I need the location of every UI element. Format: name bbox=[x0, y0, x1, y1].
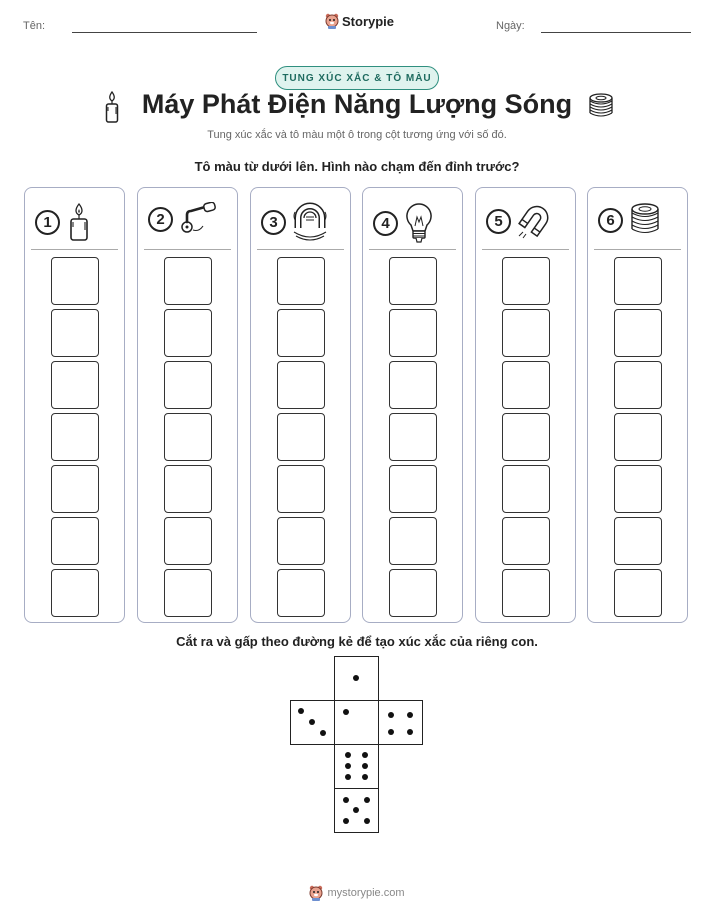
color-cell[interactable] bbox=[277, 257, 325, 305]
color-cell[interactable] bbox=[614, 309, 662, 357]
column-number: 5 bbox=[486, 209, 511, 234]
die-pip bbox=[362, 763, 368, 769]
column-divider bbox=[594, 249, 681, 250]
color-cell[interactable] bbox=[51, 569, 99, 617]
die-pip bbox=[362, 774, 368, 780]
color-cell[interactable] bbox=[502, 413, 550, 461]
column-divider bbox=[369, 249, 456, 250]
column-5 bbox=[475, 187, 576, 623]
die-pip bbox=[353, 675, 359, 681]
subtitle: Tung xúc xắc và tô màu một ô trong cột tương ứng với số đó. bbox=[207, 129, 507, 141]
color-cell[interactable] bbox=[164, 257, 212, 305]
color-cell[interactable] bbox=[51, 517, 99, 565]
name-line[interactable] bbox=[72, 32, 257, 33]
color-cell[interactable] bbox=[614, 413, 662, 461]
die-pip bbox=[343, 709, 349, 715]
color-cell[interactable] bbox=[164, 569, 212, 617]
activity-badge: TUNG XÚC XẮC & TÔ MÀU bbox=[275, 66, 439, 90]
color-cell[interactable] bbox=[614, 517, 662, 565]
horseshoe-magnet-icon bbox=[517, 202, 553, 240]
die-pip bbox=[388, 712, 394, 718]
color-cell[interactable] bbox=[51, 465, 99, 513]
color-cell[interactable] bbox=[51, 309, 99, 357]
column-divider bbox=[257, 249, 344, 250]
column-header bbox=[373, 202, 434, 244]
color-cell[interactable] bbox=[51, 257, 99, 305]
color-cell[interactable] bbox=[164, 309, 212, 357]
color-cell[interactable] bbox=[51, 413, 99, 461]
color-cell[interactable] bbox=[614, 257, 662, 305]
date-line[interactable] bbox=[541, 32, 691, 33]
die-face-top-1 bbox=[334, 656, 379, 701]
coloring-instruction: Tô màu từ dưới lên. Hình nào chạm đến đỉnh trước? bbox=[194, 159, 520, 174]
color-cell[interactable] bbox=[502, 465, 550, 513]
column-divider bbox=[31, 249, 118, 250]
copper-coil-icon bbox=[629, 202, 661, 238]
column-header bbox=[261, 202, 328, 242]
die-pip bbox=[407, 712, 413, 718]
color-cell[interactable] bbox=[502, 309, 550, 357]
color-cell[interactable] bbox=[614, 569, 662, 617]
color-cell[interactable] bbox=[502, 361, 550, 409]
column-number: 4 bbox=[373, 211, 398, 236]
name-label: Tên: bbox=[23, 20, 46, 32]
column-header bbox=[35, 202, 92, 242]
column-2 bbox=[137, 187, 238, 623]
column-header bbox=[486, 202, 553, 240]
die-pip bbox=[343, 818, 349, 824]
column-1 bbox=[24, 187, 125, 623]
die-pip bbox=[343, 797, 349, 803]
color-cell[interactable] bbox=[502, 517, 550, 565]
die-face-left-3 bbox=[290, 700, 335, 745]
column-header bbox=[598, 202, 661, 238]
color-cell[interactable] bbox=[389, 309, 437, 357]
color-cell[interactable] bbox=[389, 569, 437, 617]
light-bulb-icon bbox=[404, 202, 434, 244]
color-cell[interactable] bbox=[389, 413, 437, 461]
die-pip bbox=[353, 807, 359, 813]
die-pip bbox=[298, 708, 304, 714]
column-number: 1 bbox=[35, 210, 60, 235]
brand-logo bbox=[325, 13, 394, 29]
column-header bbox=[148, 202, 219, 236]
color-cell[interactable] bbox=[389, 257, 437, 305]
die-pip bbox=[345, 752, 351, 758]
die-pip bbox=[407, 729, 413, 735]
color-cell[interactable] bbox=[164, 413, 212, 461]
color-cell[interactable] bbox=[614, 465, 662, 513]
column-3 bbox=[250, 187, 351, 623]
die-pip bbox=[388, 729, 394, 735]
color-cell[interactable] bbox=[51, 361, 99, 409]
color-cell[interactable] bbox=[389, 361, 437, 409]
color-cell[interactable] bbox=[389, 517, 437, 565]
die-face-right-4 bbox=[378, 700, 423, 745]
die-face-lower-6 bbox=[334, 744, 379, 789]
color-cell[interactable] bbox=[502, 257, 550, 305]
die-pip bbox=[320, 730, 326, 736]
column-number: 2 bbox=[148, 207, 173, 232]
die-pip bbox=[309, 719, 315, 725]
hand-crank-icon bbox=[179, 202, 219, 236]
candle-icon bbox=[66, 202, 92, 242]
cut-instruction: Cắt ra và gấp theo đường kẻ để tạo xúc xắc của riêng con. bbox=[176, 634, 538, 649]
color-cell[interactable] bbox=[277, 569, 325, 617]
column-divider bbox=[144, 249, 231, 250]
die-face-center-1 bbox=[334, 700, 379, 745]
worksheet-header bbox=[0, 0, 714, 44]
die-pip bbox=[345, 774, 351, 780]
page-title: Máy Phát Điện Năng Lượng Sóng bbox=[141, 89, 573, 119]
column-6 bbox=[587, 187, 688, 623]
die-pip bbox=[364, 797, 370, 803]
die-face-bottom-5 bbox=[334, 788, 379, 833]
color-cell[interactable] bbox=[502, 569, 550, 617]
column-divider bbox=[482, 249, 569, 250]
copper-coil-icon bbox=[588, 92, 614, 120]
color-cell[interactable] bbox=[164, 361, 212, 409]
color-cell[interactable] bbox=[389, 465, 437, 513]
magnet-coil-icon bbox=[292, 202, 328, 242]
color-cell[interactable] bbox=[164, 517, 212, 565]
storypie-mascot-icon bbox=[309, 885, 323, 901]
die-pip bbox=[345, 763, 351, 769]
column-4 bbox=[362, 187, 463, 623]
column-number: 3 bbox=[261, 210, 286, 235]
color-cell[interactable] bbox=[277, 465, 325, 513]
storypie-mascot-icon bbox=[325, 13, 339, 29]
footer-url: mystorypie.com bbox=[327, 887, 405, 899]
color-cell[interactable] bbox=[614, 361, 662, 409]
column-number: 6 bbox=[598, 208, 623, 233]
brand-name: Storypie bbox=[342, 13, 395, 29]
die-pip bbox=[362, 752, 368, 758]
color-cell[interactable] bbox=[277, 413, 325, 461]
color-cell[interactable] bbox=[164, 465, 212, 513]
date-label: Ngày: bbox=[496, 20, 525, 32]
die-pip bbox=[364, 818, 370, 824]
color-cell[interactable] bbox=[277, 361, 325, 409]
candle-icon bbox=[103, 90, 121, 124]
color-cell[interactable] bbox=[277, 309, 325, 357]
title-row bbox=[0, 88, 714, 128]
page-footer bbox=[0, 885, 714, 901]
color-cell[interactable] bbox=[277, 517, 325, 565]
